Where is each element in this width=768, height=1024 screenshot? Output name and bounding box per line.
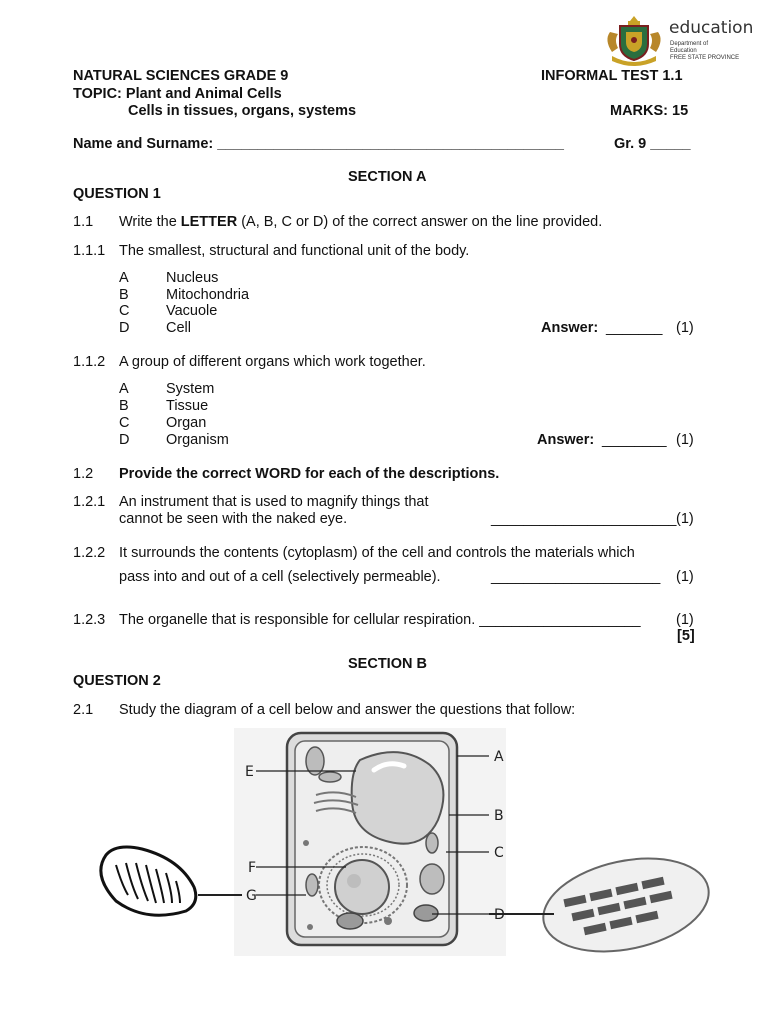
option-text: Tissue xyxy=(166,398,209,414)
q1-2-2-text: pass into and out of a cell (selectively permeable). xyxy=(119,569,441,585)
label-c: C xyxy=(494,845,504,861)
label-b: B xyxy=(494,808,504,824)
cell-diagram xyxy=(84,725,714,960)
nucleolus xyxy=(347,874,361,888)
option-text: Organ xyxy=(166,415,207,431)
option-text: System xyxy=(166,381,215,397)
q1-1-2-text: A group of different organs which work together. xyxy=(119,354,426,370)
topic-title: TOPIC: Plant and Animal Cells xyxy=(73,86,282,102)
answer-label: Answer: xyxy=(537,432,595,448)
q1-2-2-text: It surrounds the contents (cytoplasm) of the cell and controls the materials which xyxy=(119,545,635,561)
q1-1-1-number: 1.1.1 xyxy=(73,243,106,259)
option-text: Cell xyxy=(166,320,191,336)
label-g: G xyxy=(246,888,257,904)
mitochondrion xyxy=(319,772,341,782)
subject-title: NATURAL SCIENCES GRADE 9 xyxy=(73,68,289,84)
marks-label: MARKS: 15 xyxy=(610,103,689,119)
q1-2-3-number: 1.2.3 xyxy=(73,612,106,628)
option-text: Vacuole xyxy=(166,303,218,319)
option-text: Mitochondria xyxy=(166,287,250,303)
answer-line[interactable]: _______________________ xyxy=(491,511,677,527)
option-letter: B xyxy=(119,287,129,303)
q1-2-1-text: An instrument that is used to magnify things that xyxy=(119,494,429,510)
logo-wordmark: education xyxy=(669,18,754,38)
education-logo xyxy=(604,12,754,68)
grade-field: Gr. 9 _____ xyxy=(614,136,691,152)
q1-2-1-number: 1.2.1 xyxy=(73,494,106,510)
q1-2-number: 1.2 xyxy=(73,466,94,482)
answer-line[interactable]: _____________________ xyxy=(491,569,661,585)
name-surname-field: Name and Surname: ___________________________________________ xyxy=(73,136,564,152)
label-e: E xyxy=(245,764,254,780)
q1-2-3-text: The organelle that is responsible for cellular respiration. ____________________ xyxy=(119,612,641,628)
ribosome xyxy=(384,917,392,925)
q1-1-number: 1.1 xyxy=(73,214,94,230)
q1-1-instruction: Write the LETTER (A, B, C or D) of the correct answer on the line provided. xyxy=(119,214,603,230)
option-letter: A xyxy=(119,270,129,286)
option-text: Organism xyxy=(166,432,229,448)
test-title: INFORMAL TEST 1.1 xyxy=(541,68,683,84)
question-1-heading: QUESTION 1 xyxy=(73,186,161,202)
q1-2-2-number: 1.2.2 xyxy=(73,545,106,561)
chloroplast xyxy=(414,905,438,921)
q1-1-2-number: 1.1.2 xyxy=(73,354,106,370)
option-letter: D xyxy=(119,320,130,336)
chloroplast xyxy=(420,864,444,894)
mitochondrion-enlarged xyxy=(101,847,196,915)
chloroplast xyxy=(337,913,363,929)
option-letter: A xyxy=(119,381,129,397)
section-a-total: [5] xyxy=(677,628,695,644)
section-b-heading: SECTION B xyxy=(348,656,427,672)
option-letter: B xyxy=(119,398,129,414)
mitochondrion xyxy=(426,833,438,853)
label-d: D xyxy=(494,907,505,923)
question-2-heading: QUESTION 2 xyxy=(73,673,161,689)
q1-1-1-text: The smallest, structural and functional unit of the body. xyxy=(119,243,470,259)
q2-1-text: Study the diagram of a cell below and answer the questions that follow: xyxy=(119,702,576,718)
q1-2-instruction: Provide the correct WORD for each of the descriptions. xyxy=(119,466,500,482)
q2-1-number: 2.1 xyxy=(73,702,94,718)
section-a-heading: SECTION A xyxy=(348,169,427,185)
subtopic-title: Cells in tissues, organs, systems xyxy=(128,103,357,119)
option-letter: C xyxy=(119,303,130,319)
option-letter: C xyxy=(119,415,130,431)
chloroplast-enlarged xyxy=(535,844,714,960)
label-a: A xyxy=(494,749,504,765)
mark-value: (1) xyxy=(676,320,694,336)
nucleus xyxy=(335,860,389,914)
q1-2-1-text: cannot be seen with the naked eye. xyxy=(119,511,348,527)
mark-value: (1) xyxy=(676,612,694,628)
option-letter: D xyxy=(119,432,130,448)
mark-value: (1) xyxy=(676,511,694,527)
mitochondrion xyxy=(306,874,318,896)
answer-line[interactable]: ________ xyxy=(602,432,667,448)
logo-subtitle: Department of Education FREE STATE PROVINCE xyxy=(670,41,740,61)
option-text: Nucleus xyxy=(166,270,219,286)
mark-value: (1) xyxy=(676,569,694,585)
mark-value: (1) xyxy=(676,432,694,448)
answer-label: Answer: xyxy=(541,320,599,336)
label-f: F xyxy=(248,860,257,876)
answer-line[interactable]: _______ xyxy=(606,320,663,336)
coat-of-arms-icon xyxy=(604,12,664,68)
